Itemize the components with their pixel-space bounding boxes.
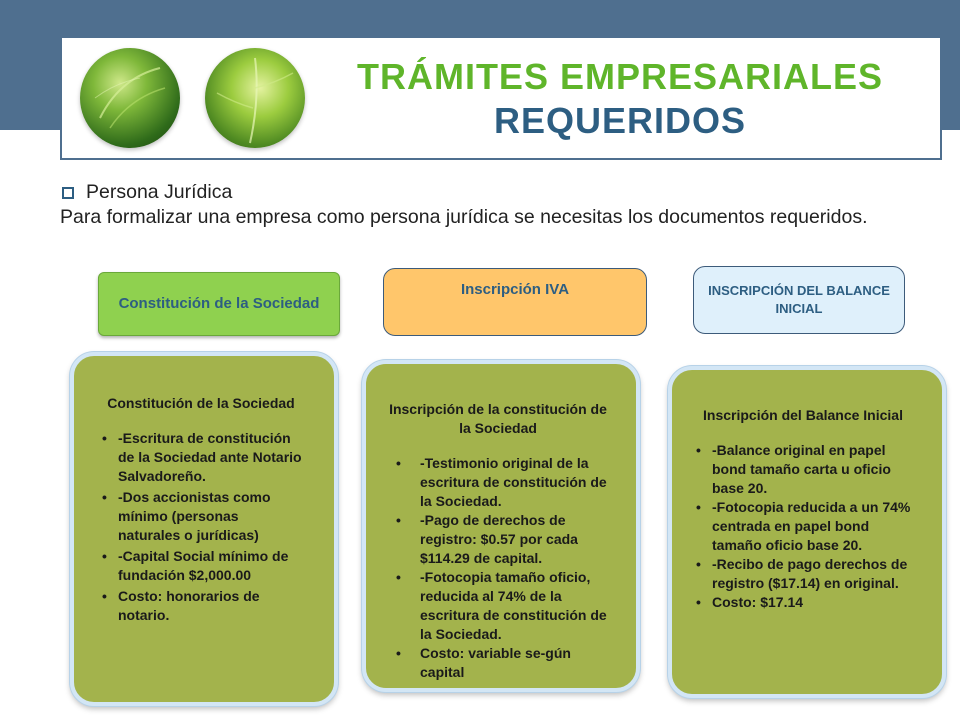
leaf-photo-2	[205, 48, 305, 148]
intro-section	[60, 180, 920, 230]
requirements-list	[98, 429, 304, 625]
list-item: • -Balance original en papel bond tamaño carta u oficio base 20.	[692, 441, 914, 498]
list-item: • Costo: honorarios de notario.	[98, 587, 304, 625]
list-item: • -Escritura de constitución de la Sociedad ante Notario Salvadoreño.	[98, 429, 304, 486]
title-line-2: REQUERIDOS	[493, 100, 747, 141]
inscripcion-balance-label: INSCRIPCIÓN DEL BALANCE INICIAL	[708, 283, 890, 316]
requirements-list	[692, 441, 914, 612]
list-item: • -Testimonio original de la escritura de constitución de la Sociedad.	[386, 454, 610, 511]
list-item: • -Fotocopia reducida a un 74% centrada en papel bond tamaño oficio base 20.	[692, 498, 914, 555]
inscripcion-balance-button[interactable]	[693, 266, 905, 334]
card-title: Constitución de la Sociedad	[107, 395, 295, 411]
list-item: • -Recibo de pago derechos de registro ($17.14) en original.	[692, 555, 914, 593]
requirements-list	[386, 454, 610, 682]
leaf-texture-icon	[205, 48, 305, 148]
list-item: • -Pago de derechos de registro: $0.57 por cada $114.29 de capital.	[386, 511, 610, 568]
balance-inicial-card	[668, 366, 946, 698]
constitucion-sociedad-label: Constitución de la Sociedad	[118, 295, 320, 312]
title-line-1: TRÁMITES EMPRESARIALES	[356, 56, 884, 97]
card-title: Inscripción de la constitución de la Sociedad	[389, 401, 607, 436]
intro-bullet-line	[60, 180, 920, 205]
list-item: • -Capital Social mínimo de fundación $2,000.00	[98, 547, 304, 585]
intro-paragraph: Para formalizar una empresa como persona jurídica se necesitas los documentos requeridos.	[60, 206, 868, 228]
inscripcion-iva-card	[362, 360, 640, 692]
list-item: • -Fotocopia tamaño oficio, reducida al 74% de la escritura de constitución de la Sociedad.	[386, 568, 610, 644]
list-item: • -Dos accionistas como mínimo (personas naturales o jurídicas)	[98, 488, 304, 545]
hollow-square-bullet-icon	[62, 187, 74, 199]
list-item: • Costo: variable se-gún capital	[386, 644, 610, 682]
constitucion-sociedad-button[interactable]	[98, 272, 340, 336]
page-title	[300, 55, 940, 143]
leaf-photo-1	[80, 48, 180, 148]
intro-bullet-text: Persona Jurídica	[86, 181, 233, 203]
leaf-texture-icon	[80, 48, 180, 148]
inscripcion-iva-button[interactable]	[383, 268, 647, 336]
card-title: Inscripción del Balance Inicial	[703, 407, 903, 423]
constitucion-card	[70, 352, 338, 706]
inscripcion-iva-label: Inscripción IVA	[460, 281, 570, 298]
list-item: • Costo: $17.14	[692, 593, 914, 612]
